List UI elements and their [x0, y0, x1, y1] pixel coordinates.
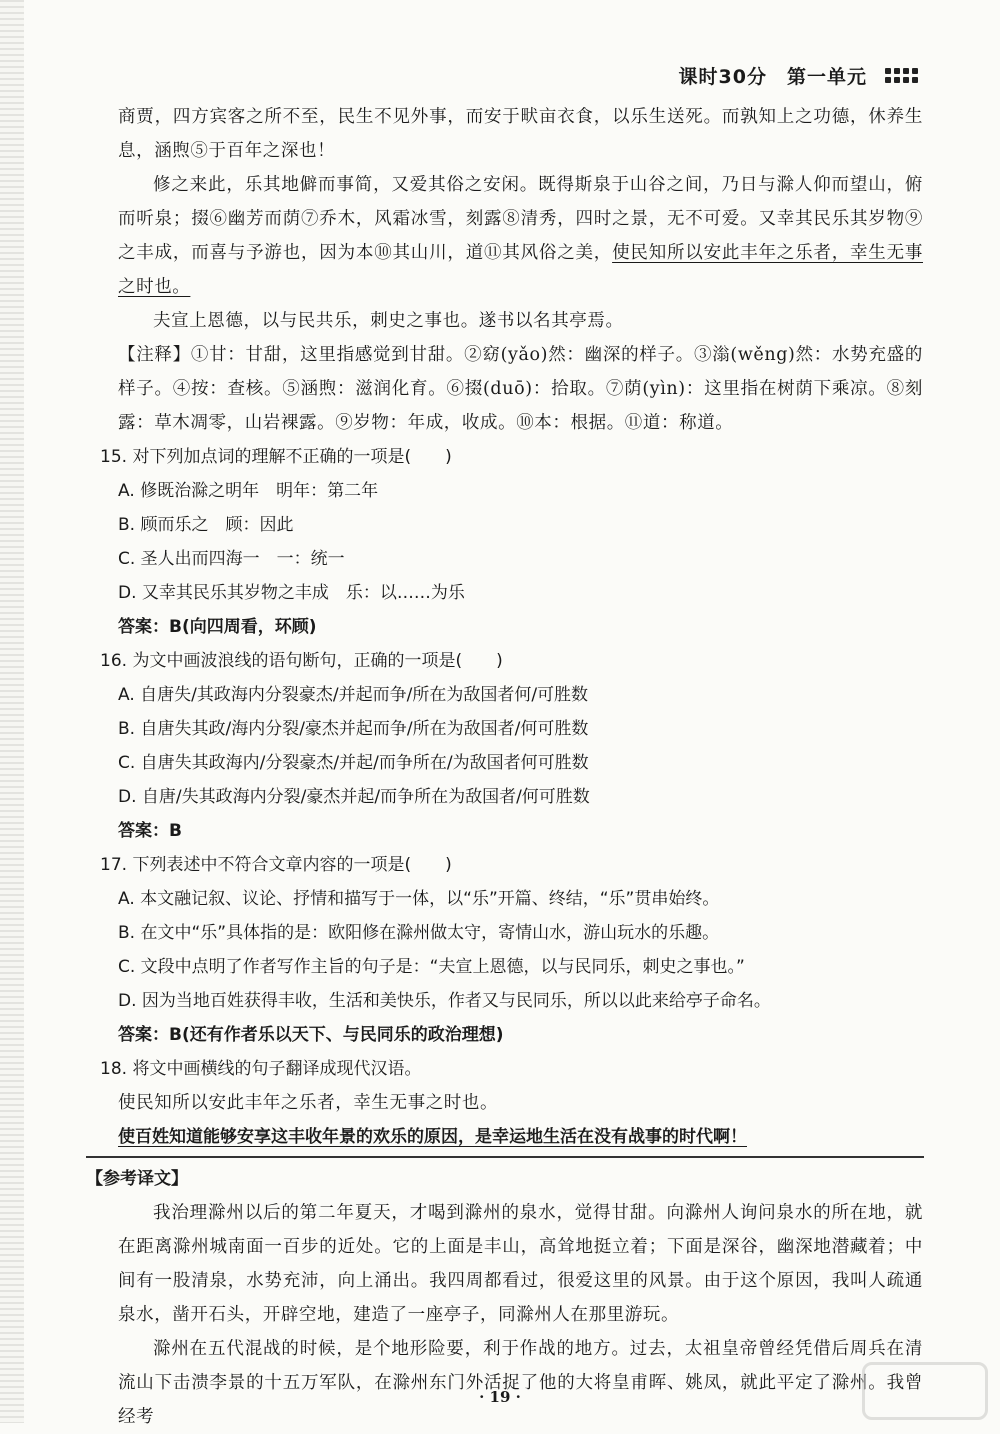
page-binding-edge [0, 0, 24, 1423]
question-15-option-d: D. 又幸其民乐其岁物之丰成 乐：以……为乐 [118, 583, 465, 603]
reference-paragraph-1: 我治理滁州以后的第二年夏天，才喝到滁州的泉水，觉得甘甜。向滁州人询问泉水的所在地，就在距离滁州城南面一百步的近处。它的上面是丰山，高耸地挺立着；下面是深谷，幽深地潜藏着；中间有一股清泉，水势充沛，向上涌出。我四周都看过，很爱这里的风景。由于这个原因，我叫人疏通泉水，凿开石头，开辟空地，建造了一座亭子，同滁州人在那里游玩。 [118, 1203, 923, 1325]
question-15-option-c: C. 圣人出而四海一 一：统一 [118, 549, 345, 569]
question-15-stem: 15. 对下列加点词的理解不正确的一项是( ) [100, 447, 452, 467]
question-18-answer: 使百姓知道能够安享这丰收年景的欢乐的原因，是幸运地生活在没有战事的时代啊！ [118, 1127, 747, 1147]
question-17-option-a: A. 本文融记叙、议论、抒情和描写于一体，以“乐”开篇、终结，“乐”贯串始终。 [118, 889, 720, 909]
notes: 【注释】①甘：甘甜，这里指感觉到甘甜。②窈(yǎo)然：幽深的样子。③滃(wěng)然：水势充盛的样子。④按：查核。⑤涵煦：滋润化育。⑥掇(duō)：拾取。⑦荫(yìn)：这里指在树荫下乘凉。⑧刻露：草木凋零，山岩裸露。⑨岁物：年成，收成。⑩本：根据。⑪道：称道。 [118, 345, 923, 433]
question-15-option-a: A. 修既治滁之明年 明年：第二年 [118, 481, 379, 501]
question-17-answer: 答案：B(还有作者乐以天下、与民同乐的政治理想) [118, 1025, 504, 1045]
underlined-sentence: 使民知所以安此丰年之乐者，幸生无事之时也。 [118, 243, 923, 297]
question-16-answer: 答案：B [118, 821, 182, 841]
page-content [86, 100, 923, 1434]
section-divider [86, 1156, 924, 1158]
passage-paragraph-1: 商贾，四方宾客之所不至，民生不见外事，而安于畎亩衣食，以乐生送死。而孰知上之功德，休养生息，涵煦⑤于百年之深也！ [118, 107, 923, 161]
header-title: 课时30分 第一单元 [678, 66, 867, 88]
question-18-stem: 18. 将文中画横线的句子翻译成现代汉语。 [100, 1059, 422, 1079]
passage-text: 修之来此，乐其地僻而事简，又爱其俗之安闲。既得斯泉于山谷之间，乃日与滁人仰而望山，俯而听泉；掇⑥幽芳而荫⑦乔木，风霜冰雪，刻露⑧清秀，四时之景，无不可爱。又幸其民乐其岁物⑨之丰成，而喜与予游也，因为本⑩其山川，道⑪其风俗之美， [118, 175, 923, 263]
question-16-option-d: D. 自唐/失其政海内分裂/豪杰并起/而争所在为敌国者/何可胜数 [118, 787, 590, 807]
question-15-option-b: B. 顾而乐之 顾：因此 [118, 515, 294, 535]
header-dots-icon [885, 68, 918, 83]
question-16-option-c: C. 自唐失其政海内/分裂豪杰/并起/而争所在/为敌国者何可胜数 [118, 753, 589, 773]
question-17-option-d: D. 因为当地百姓获得丰收，生活和美快乐，作者又与民同乐，所以以此来给亭子命名。 [118, 991, 771, 1011]
question-17-option-b: B. 在文中“乐”具体指的是：欧阳修在滁州做太守，寄情山水，游山玩水的乐趣。 [118, 923, 720, 943]
passage-paragraph-3: 夫宣上恩德，以与民共乐，刺史之事也。遂书以名其亭焉。 [153, 311, 624, 331]
question-18-sentence: 使民知所以安此丰年之乐者，幸生无事之时也。 [118, 1093, 499, 1113]
question-17-stem: 17. 下列表述中不符合文章内容的一项是( ) [100, 855, 452, 875]
page-number: · 19 · [479, 1388, 521, 1406]
question-16-stem: 16. 为文中画波浪线的语句断句，正确的一项是( ) [100, 651, 503, 671]
question-16-option-a: A. 自唐失/其政海内分裂豪杰/并起而争/所在为敌国者何/可胜数 [118, 685, 589, 705]
reference-paragraph-2: 滁州在五代混战的时候，是个地形险要，利于作战的地方。过去，太祖皇帝曾经凭借后周兵在清流山下击溃李景的十五万军队，在滁州东门外活捉了他的大将皇甫晖、姚凤，就此平定了滁州。我曾经考 [118, 1339, 923, 1427]
reference-title: 【参考译文】 [86, 1169, 188, 1189]
passage-paragraph-2 [118, 168, 923, 304]
question-15-answer: 答案：B(向四周看，环顾) [118, 617, 317, 637]
watermark-logo [862, 1362, 988, 1420]
question-17-option-c: C. 文段中点明了作者写作主旨的句子是：“夫宣上恩德，以与民同乐，刺史之事也。” [118, 957, 745, 977]
question-16-option-b: B. 自唐失其政/海内分裂/豪杰并起而争/所在为敌国者/何可胜数 [118, 719, 589, 739]
page-header [679, 62, 918, 89]
